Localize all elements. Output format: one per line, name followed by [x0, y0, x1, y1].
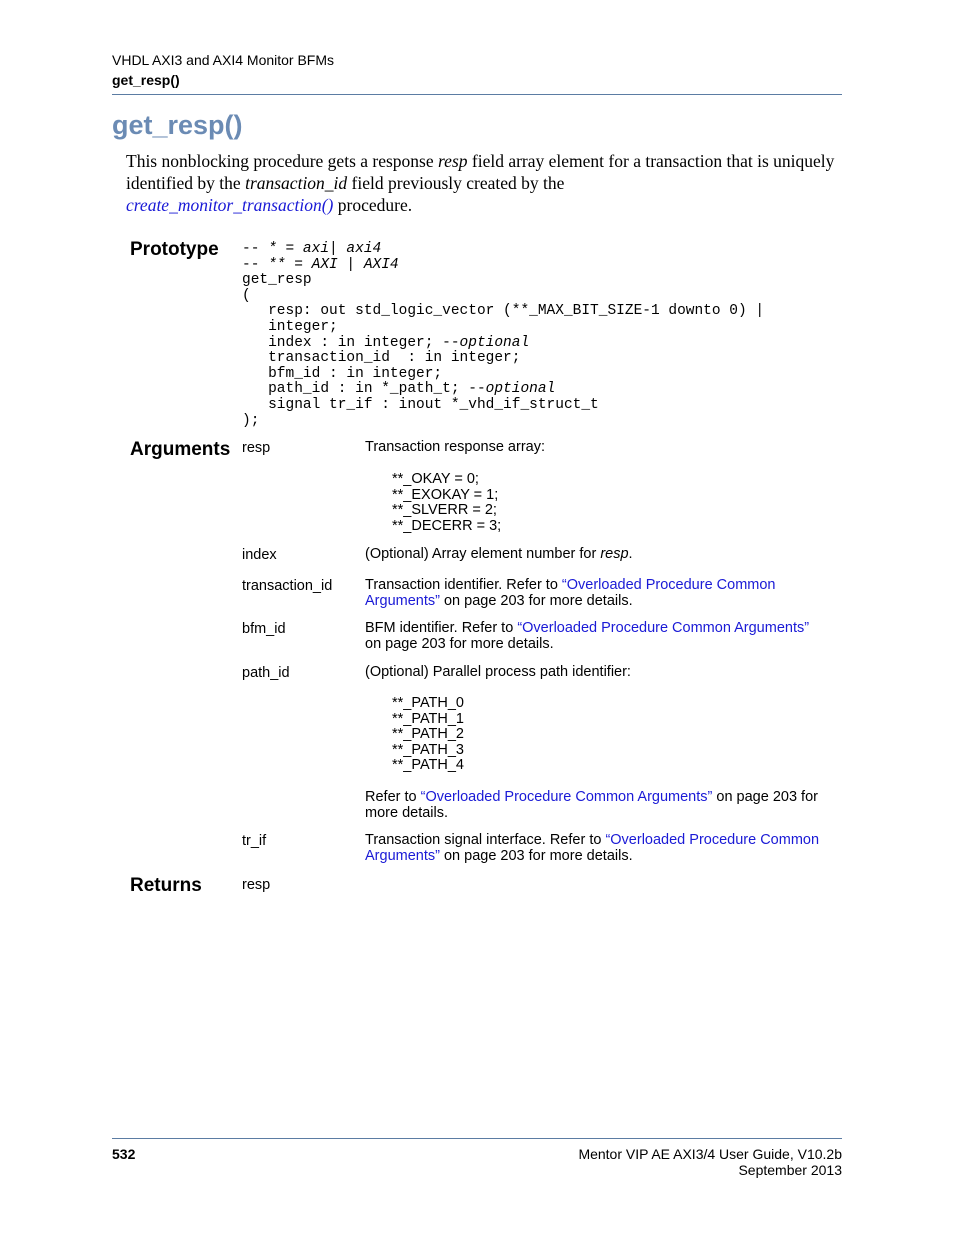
list-item: **_SLVERR = 2; — [392, 502, 497, 519]
code-line: ); — [242, 412, 260, 429]
intro-text-3: field previously created by the — [347, 173, 565, 193]
returns-value: resp — [242, 877, 271, 893]
arg-name-bfm-id: bfm_id — [242, 621, 286, 637]
footer-doc-info — [578, 1146, 842, 1178]
transaction-id-desc-post: on page 203 for more details. — [439, 592, 633, 609]
code-line: integer; — [242, 318, 338, 335]
footer-doc-title: Mentor VIP AE AXI3/4 User Guide, V10.2b — [578, 1146, 842, 1162]
list-item: **_PATH_2 — [392, 726, 464, 743]
bfm-id-desc-post: on page 203 for more details. — [365, 635, 554, 652]
intro-text-1: This nonblocking procedure gets a response — [126, 151, 439, 171]
arg-desc-resp: Transaction response array: — [365, 439, 545, 455]
arg-name-tr-if: tr_if — [242, 833, 267, 849]
arg-desc-tr-if — [365, 833, 843, 864]
returns-heading: Returns — [130, 875, 202, 896]
arguments-heading: Arguments — [130, 439, 231, 460]
arg-name-resp: resp — [242, 440, 271, 456]
header-rule — [112, 94, 842, 95]
intro-paragraph — [126, 150, 836, 216]
list-item: **_EXOKAY = 1; — [392, 486, 499, 503]
code-line: resp: out std_logic_vector (**_MAX_BIT_SIZE-1 downto 0) | — [242, 303, 765, 320]
list-item: **_PATH_1 — [392, 710, 464, 727]
transaction-id-desc-text: Transaction identifier. Refer to — [365, 577, 562, 593]
running-header-chapter: VHDL AXI3 and AXI4 Monitor BFMs — [112, 52, 335, 68]
index-desc-period: . — [628, 546, 633, 562]
arg-name-transaction-id: transaction_id — [242, 578, 333, 594]
arg-desc-index — [365, 547, 843, 563]
code-line: signal tr_if : inout *_vhd_if_struct_t — [242, 396, 599, 413]
code-line: path_id : in *_path_t; --optional — [242, 381, 556, 398]
code-line: -- * = axi| axi4 — [242, 241, 382, 257]
page-title: get_resp() — [112, 110, 243, 140]
overloaded-procedure-link[interactable]: “Overloaded Procedure Common Arguments” — [365, 832, 820, 864]
tr-if-desc-text: Transaction signal interface. Refer to — [365, 832, 606, 848]
code-line: get_resp — [242, 272, 312, 289]
path-values-list — [392, 696, 464, 774]
resp-values-list — [392, 472, 501, 534]
running-header-section: get_resp() — [112, 72, 180, 88]
intro-text-4: procedure. — [333, 195, 413, 215]
overloaded-procedure-link[interactable]: “Overloaded Procedure Common Arguments” — [420, 789, 713, 805]
index-desc-text: (Optional) Array element number for — [365, 546, 601, 562]
arg-desc-transaction-id — [365, 578, 843, 609]
footer-rule — [112, 1138, 842, 1139]
intro-transaction-id: transaction_id — [245, 173, 348, 193]
arg-name-path-id: path_id — [242, 665, 290, 681]
arg-name-index: index — [242, 547, 277, 563]
tr-if-desc-post: on page 203 for more details. — [439, 847, 633, 864]
list-item: **_PATH_4 — [392, 757, 464, 774]
page-number: 532 — [112, 1146, 136, 1162]
path-id-refer-post: on page 203 for more details. — [365, 789, 818, 821]
prototype-code — [242, 242, 764, 429]
create-monitor-transaction-link[interactable]: create_monitor_transaction() — [126, 195, 334, 215]
code-line: index : in integer; --optional — [242, 334, 530, 351]
code-line: transaction_id : in integer; — [242, 350, 521, 367]
arg-desc-bfm-id — [365, 621, 843, 652]
intro-resp: resp — [438, 151, 468, 171]
code-line: bfm_id : in integer; — [242, 365, 443, 382]
bfm-id-desc-text: BFM identifier. Refer to — [365, 620, 518, 636]
arg-desc-path-id: (Optional) Parallel process path identifier: — [365, 664, 631, 680]
code-line: -- ** = AXI | AXI4 — [242, 256, 399, 273]
index-desc-resp: resp — [600, 546, 629, 562]
intro-text-2: field array element for a transaction that is uniquely identified by the — [126, 151, 835, 193]
overloaded-procedure-link[interactable]: “Overloaded Procedure Common Arguments” — [517, 620, 810, 636]
footer-date: September 2013 — [738, 1162, 842, 1178]
prototype-heading: Prototype — [130, 239, 219, 260]
path-id-refer — [365, 790, 843, 821]
code-line: ( — [242, 287, 251, 304]
list-item: **_PATH_3 — [392, 741, 464, 758]
path-id-refer-text: Refer to — [365, 789, 421, 805]
list-item: **_PATH_0 — [392, 695, 464, 711]
list-item: **_DECERR = 3; — [392, 517, 502, 534]
overloaded-procedure-link[interactable]: “Overloaded Procedure Common Arguments” — [365, 577, 776, 609]
list-item: **_OKAY = 0; — [392, 471, 479, 487]
